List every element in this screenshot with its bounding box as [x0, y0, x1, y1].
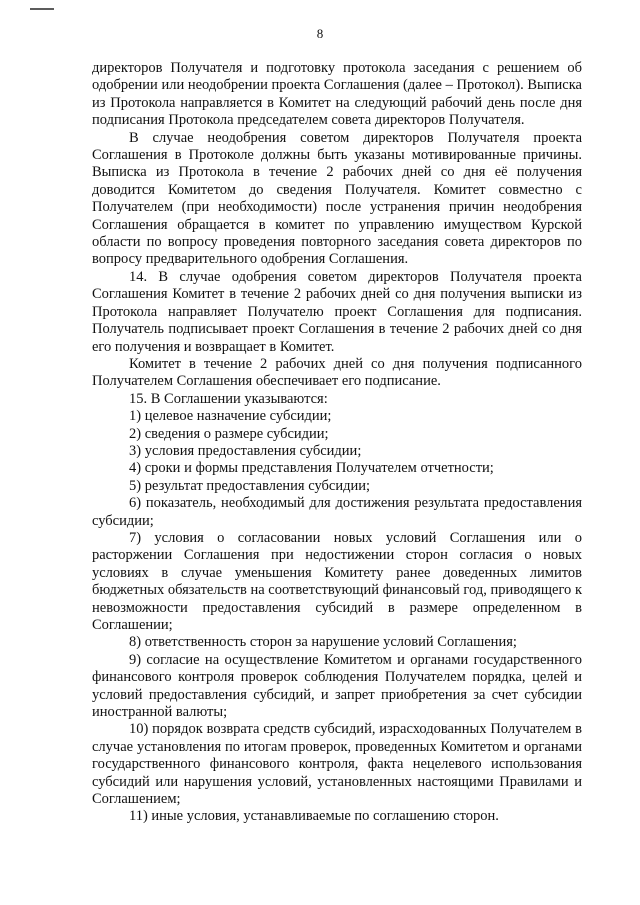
document-body [92, 60, 582, 826]
list-item-8: 8) ответственность сторон за нарушение условий Соглашения; [129, 634, 517, 651]
page-number: 8 [316, 26, 324, 41]
list-item-5: 5) результат предоставления субсидии; [129, 477, 371, 494]
paragraph-item-14: 14. В случае одобрения советом директоров Получателя проекта Соглашения Комитет в течение 2 рабочих дней со дня получения выписки из Протокола направляет Получателю проект Соглашения для подписания. Получатель подписывает проект Соглашения в течение 2 рабочих дней со дня его получения и возвращает в Комитет. [92, 268, 582, 355]
list-item-10: 10) порядок возврата средств субсидий, израсходованных Получателем в случае установления по итогам проверок, проведенных Комитетом и органами государственного финансового контроля, факта нецелевого использования субсидий или нарушения условий, установленных настоящими Правилами и Соглашением; [92, 721, 582, 808]
list-item-2: 2) сведения о размере субсидии; [129, 425, 329, 442]
list-item-6: 6) показатель, необходимый для достижения результата предоставления субсидии; [92, 495, 582, 529]
paragraph-item-15-heading: 15. В Соглашении указываются: [129, 390, 328, 407]
paragraph-continuation: директоров Получателя и подготовку протокола заседания с решением об одобрении или неодобрении проекта Соглашения (далее – Протокол). Выписка из Протокола направляется в Комитет на следующий рабочий день после дня подписания Протокола председателем совета директоров Получателя. [92, 60, 582, 129]
scan-artifact-mark [30, 8, 54, 10]
paragraph-disapproval: В случае неодобрения советом директоров Получателя проекта Соглашения в Протоколе должны быть указаны мотивированные причины. Выписка из Протокола в течение 2 рабочих дней со дня её получения доводится Комитетом до сведения Получателя. Комитет совместно с Получателем (при необходимости) после устранения причин неодобрения Соглашения обращается в комитет по управлению имуществом Курской области по вопросу проведения повторного заседания совета директоров по вопросу предварительного одобрения Соглашения. [92, 129, 582, 268]
list-item-11: 11) иные условия, устанавливаемые по соглашению сторон. [129, 808, 499, 825]
list-item-3: 3) условия предоставления субсидии; [129, 442, 362, 459]
list-item-1: 1) целевое назначение субсидии; [129, 408, 332, 425]
list-item-4: 4) сроки и формы представления Получателем отчетности; [129, 460, 494, 477]
paragraph-committee-signing: Комитет в течение 2 рабочих дней со дня получения подписанного Получателем Соглашения обеспечивает его подписание. [92, 355, 582, 390]
list-item-9: 9) согласие на осуществление Комитетом и органами государственного финансового контроля проверок соблюдения Получателем порядка, целей и условий предоставления субсидий, и запрет приобретения за счет субсидии иностранной валюты; [92, 651, 582, 721]
list-item-7: 7) условия о согласовании новых условий Соглашения или о расторжении Соглашения при недостижении сторон согласия о новых условиях в случае уменьшения Комитету ранее доведенных лимитов бюджетных обязательств на соответствующий финансовый год, приводящего к невозможности предоставления субсидий в размере определенном в Соглашении; [92, 529, 582, 633]
